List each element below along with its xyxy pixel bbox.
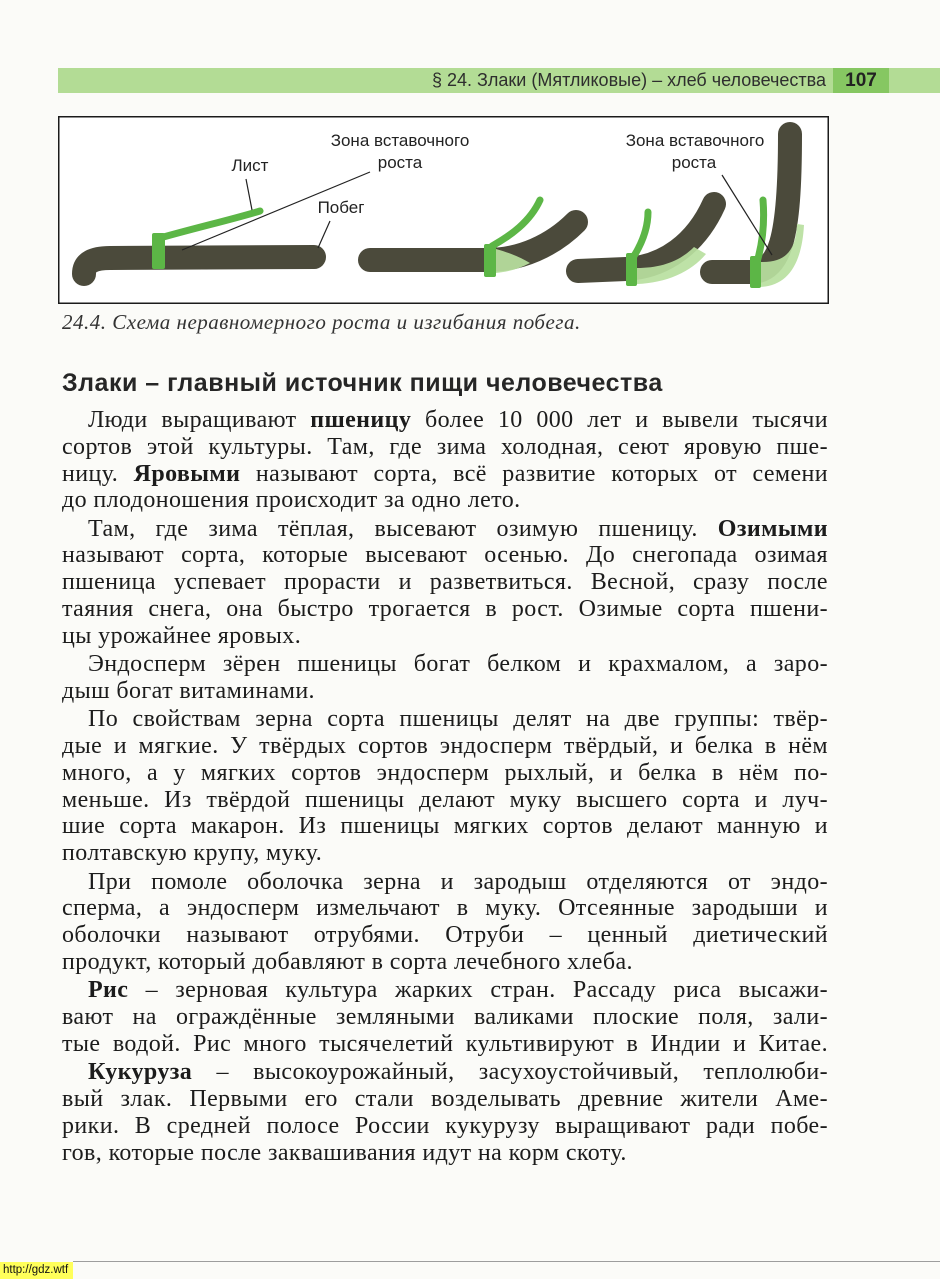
paragraph xyxy=(62,869,828,976)
text-segment: Там, где зима тёплая, высевают озимую пшеницу. xyxy=(88,515,718,542)
figure-caption: 24.4. Схема неравномерного роста и изгибания побега. xyxy=(62,310,581,334)
bold-term: Яровыми xyxy=(133,460,241,487)
section-heading: Злаки – главный источник пищи человечества xyxy=(62,369,663,397)
text-line xyxy=(62,787,828,814)
text-segment: много, а у мягких сортов эндосперм рыхлый, и белка в нём по- xyxy=(62,759,828,786)
text-line xyxy=(62,733,828,760)
text-line xyxy=(62,840,828,867)
text-segment: дыш богат витаминами. xyxy=(62,677,315,704)
text-line xyxy=(62,434,828,461)
paragraph xyxy=(62,977,828,1057)
text-line xyxy=(62,1113,828,1140)
text-line xyxy=(62,516,828,543)
text-segment: называют сорта, всё развитие которых от семени xyxy=(240,460,828,487)
bold-term: Рис xyxy=(88,977,129,1004)
page-number: 107 xyxy=(833,68,889,93)
text-segment: называют сорта, которые высевают осенью. До снегопада озимая xyxy=(62,542,828,569)
text-line xyxy=(62,1059,828,1086)
label-zone-left-line-1: Зона вставочного xyxy=(330,131,470,150)
text-segment: полтавскую крупу, муку. xyxy=(62,840,323,867)
text-segment: таяния снега, она быстро трогается в рост. Озимые сорта пшени- xyxy=(62,596,828,623)
bold-term: Кукуруза xyxy=(88,1059,193,1086)
text-segment: шие сорта макарон. Из пшеницы мягких сортов делают манную и xyxy=(62,813,828,840)
paragraph xyxy=(62,407,828,514)
text-segment: рики. В средней полосе России кукурузу выращивают ради побе- xyxy=(62,1112,828,1139)
text-segment: цы урожайнее яровых. xyxy=(62,622,302,649)
text-line xyxy=(62,407,828,434)
text-line xyxy=(62,678,828,705)
label-zone-left-line-2: роста xyxy=(377,153,423,172)
scan-edge-line xyxy=(73,1261,940,1262)
text-segment: продукт, который добавляют в сорта лечебного хлеба. xyxy=(62,948,633,975)
label-shoot: Побег xyxy=(317,198,365,217)
text-segment: сперма, а эндосперм измельчают в муку. Отсеянные зародыши и xyxy=(62,895,828,922)
text-segment: дые и мягкие. У твёрдых сортов эндосперм твёрдый, и белка в нём xyxy=(62,733,828,760)
label-leaf: Лист xyxy=(231,156,269,175)
text-segment: – высокоурожайный, засухоустойчивый, теплолюби- xyxy=(192,1059,828,1086)
text-line xyxy=(62,813,828,840)
text-line xyxy=(62,542,828,569)
text-line xyxy=(62,487,828,514)
text-line xyxy=(62,1140,828,1167)
text-segment: По свойствам зерна сорта пшеницы делят на две группы: твёр- xyxy=(88,706,828,733)
running-header xyxy=(58,68,940,93)
text-line xyxy=(62,651,828,678)
text-line xyxy=(62,922,828,949)
text-line xyxy=(62,596,828,623)
text-line xyxy=(62,569,828,596)
text-segment: гов, которые после заквашивания идут на корм скоту. xyxy=(62,1139,627,1166)
text-line xyxy=(62,895,828,922)
body-text xyxy=(62,407,828,1166)
paragraph xyxy=(62,516,828,650)
bold-term: пшеницу xyxy=(310,407,412,433)
text-line xyxy=(62,949,828,976)
text-segment: оболочки называют отрубями. Отруби – ценный диетический xyxy=(62,922,828,949)
text-line xyxy=(62,1086,828,1113)
figure-shoot-bending-diagram xyxy=(58,116,830,305)
bold-term: Озимыми xyxy=(717,515,828,542)
text-segment: меньше. Из твёрдой пшеницы делают муку высшего сорта и луч- xyxy=(62,786,828,813)
text-segment: до плодоношения происходит за одно лето. xyxy=(62,487,521,514)
text-line xyxy=(62,1031,828,1058)
text-line xyxy=(62,760,828,787)
text-segment: При помоле оболочка зерна и зародыш отделяются от эндо- xyxy=(88,868,828,895)
watermark-url: http://gdz.wtf xyxy=(0,1262,73,1279)
paragraph xyxy=(62,1059,828,1166)
text-segment: сортов этой культуры. Там, где зима холодная, сеют яровую пше- xyxy=(62,433,828,460)
text-line xyxy=(62,869,828,896)
text-line xyxy=(62,623,828,650)
text-segment: Люди выращивают xyxy=(88,407,311,433)
paragraph xyxy=(62,651,828,705)
paragraph xyxy=(62,706,828,867)
text-segment: вают на ограждённые земляными валиками плоские поля, зали- xyxy=(62,1004,828,1031)
text-segment: более 10 000 лет и вывели тысячи xyxy=(411,407,828,433)
text-line xyxy=(62,706,828,733)
text-line xyxy=(62,977,828,1004)
label-zone-right-line-1: Зона вставочного xyxy=(625,131,765,150)
text-segment: – зерновая культура жарких стран. Рассаду риса высажи- xyxy=(128,977,828,1004)
text-line xyxy=(62,461,828,488)
node-sheath-stage-2 xyxy=(484,244,496,277)
text-segment: Эндосперм зёрен пшеницы богат белком и крахмалом, а заро- xyxy=(88,651,828,678)
text-segment: пшеница успевает прорасти и разветвиться. Весной, сразу после xyxy=(62,569,828,596)
label-zone-right-line-2: роста xyxy=(671,153,717,172)
text-line xyxy=(62,1004,828,1031)
text-segment: вый злак. Первыми его стали возделывать древние жители Аме- xyxy=(62,1085,828,1112)
text-segment: тые водой. Рис много тысячелетий культивируют в Индии и Китае. xyxy=(62,1030,828,1057)
section-title: § 24. Злаки (Мятликовые) – хлеб человечества xyxy=(431,70,826,90)
text-segment: ницу. xyxy=(62,460,134,487)
